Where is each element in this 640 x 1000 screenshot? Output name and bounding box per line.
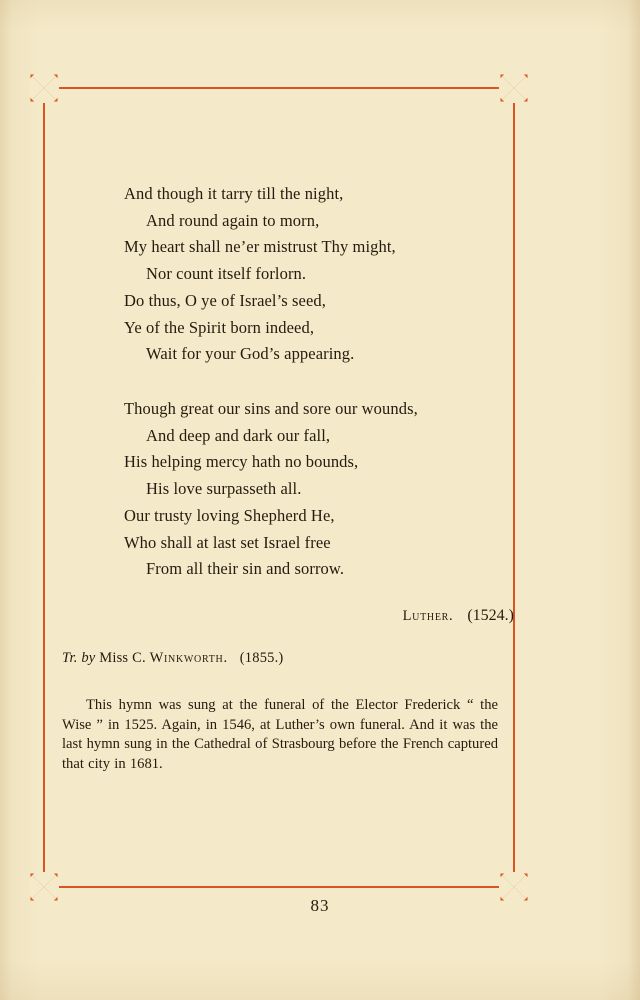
hymn-line: Wait for your God’s appearing.: [146, 344, 355, 364]
author-attribution: [124, 607, 514, 625]
frame-rule-right: [513, 88, 515, 886]
hymn-line: His helping mercy hath no bounds,: [124, 452, 359, 472]
hymn-line: His love surpasseth all.: [146, 479, 302, 499]
page-number: 83: [310, 896, 330, 915]
hymn-line: From all their sin and sorrow.: [146, 559, 345, 579]
hymn-line: Do thus, O ye of Israel’s seed,: [124, 290, 326, 310]
cross-pattee-icon: [499, 872, 529, 902]
translator-title: Miss C.: [99, 650, 146, 666]
hymn-line: Who shall at last set Israel free: [124, 532, 331, 552]
translator-prefix: Tr. by: [62, 650, 96, 666]
hymn-line: And deep and dark our fall,: [146, 425, 331, 445]
author-name: Luther.: [402, 608, 454, 624]
hymn-line: And though it tarry till the night,: [124, 184, 344, 203]
frame-rule-left: [43, 88, 45, 886]
hymn-line: My heart shall ne’er mistrust Thy might,: [124, 237, 396, 257]
translator-name: Winkworth.: [149, 650, 228, 666]
translator-year: (1855.): [239, 650, 284, 666]
cross-pattee-icon: [499, 73, 529, 103]
frame-rule-top: [44, 87, 514, 89]
hymn-stanza: [124, 396, 504, 583]
author-year: (1524.): [467, 607, 514, 624]
frame-rule-bottom: [44, 886, 514, 888]
hymn-line: Ye of the Spirit born indeed,: [124, 317, 315, 337]
hymn-line: Our trusty loving Shepherd He,: [124, 505, 335, 525]
hymn-line: Nor count itself forlorn.: [146, 264, 307, 284]
translator-attribution: [62, 650, 283, 667]
hymn-note: This hymn was sung at the funeral of the Elector Frederick “ the Wise ” in 1525. Again, in 1546, at Luther’s own funeral. And it was the last hymn sung in the Cathedral of Strasbourg before the French captured that city in 1681.: [62, 697, 498, 772]
cross-pattee-icon: [29, 73, 59, 103]
hymn-line: Though great our sins and sore our wounds,: [124, 399, 418, 418]
cross-pattee-icon: [29, 872, 59, 902]
hymn-line: And round again to morn,: [146, 210, 320, 230]
hymn-stanza: [124, 181, 504, 368]
